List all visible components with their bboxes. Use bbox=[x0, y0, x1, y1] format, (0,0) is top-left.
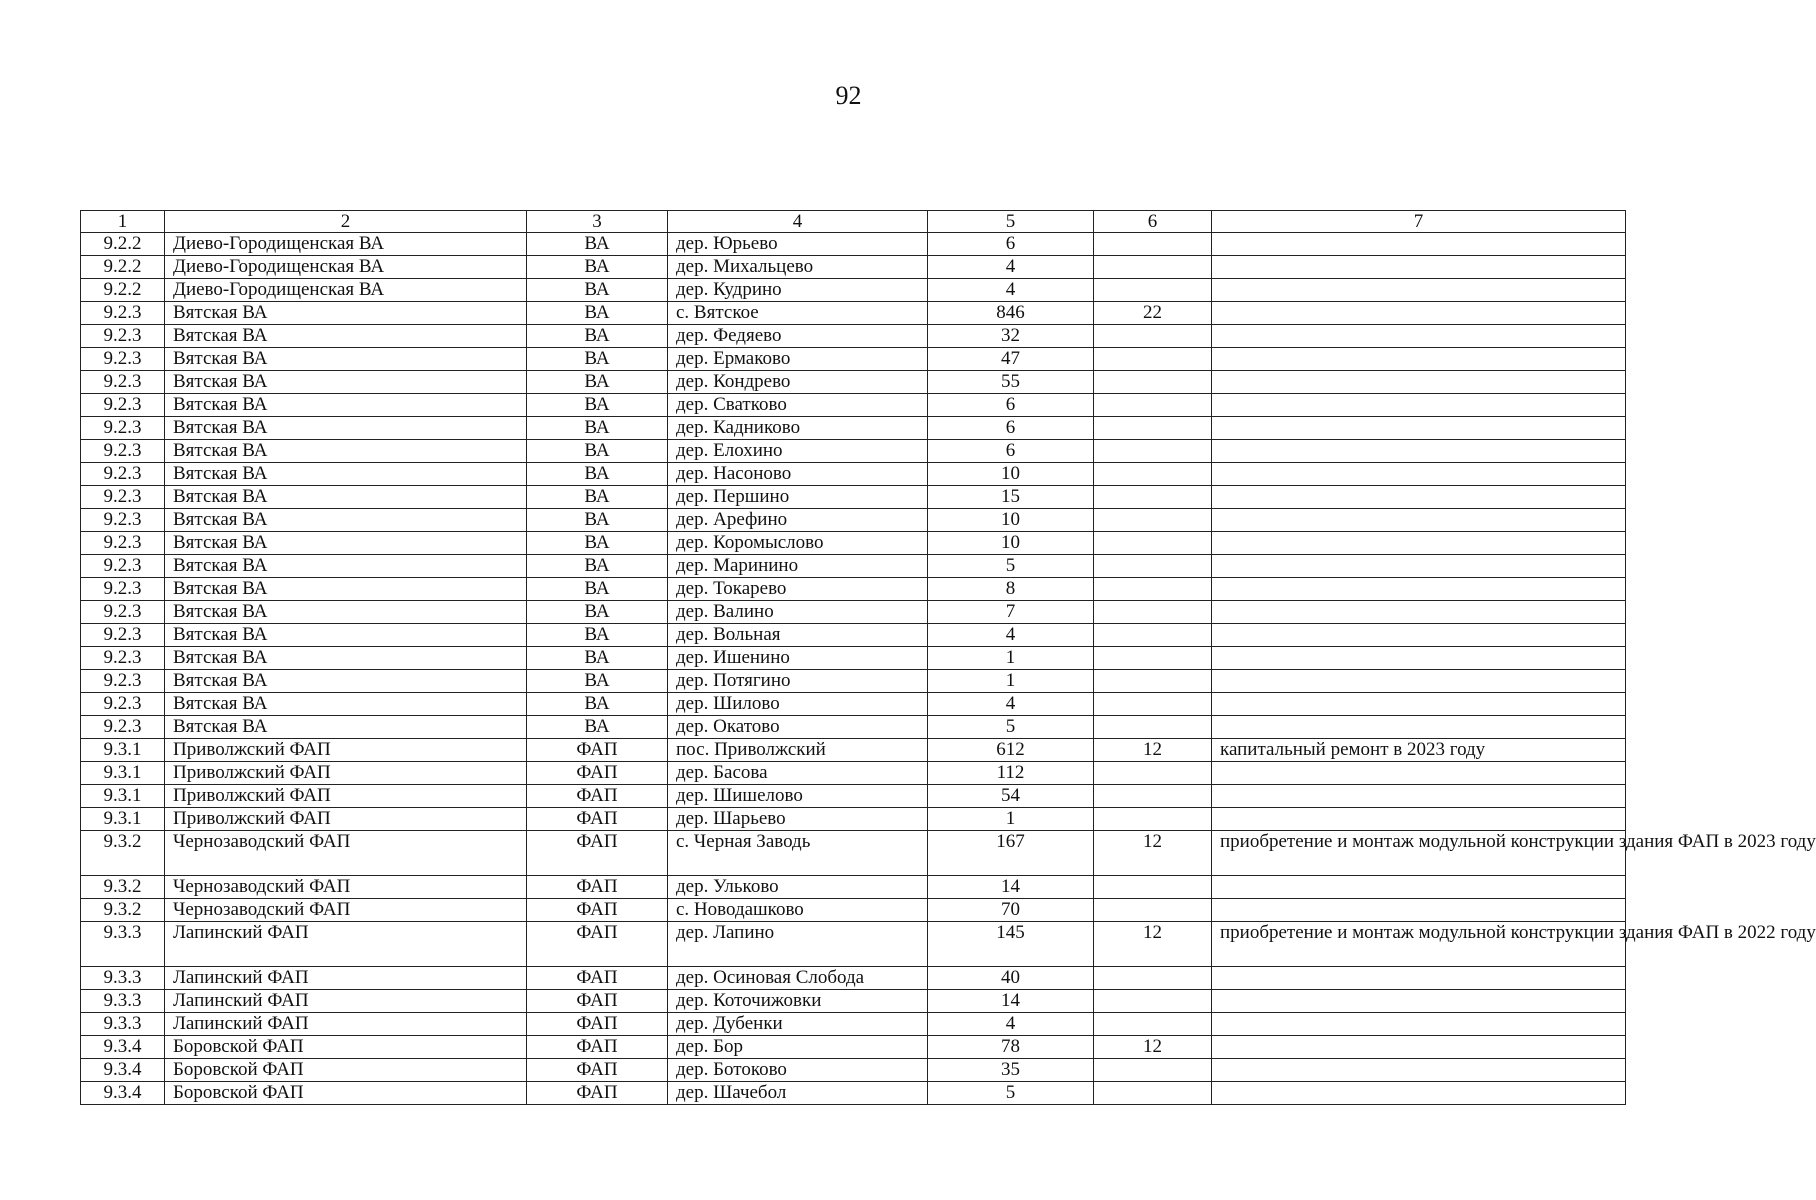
distance-cell bbox=[1094, 1013, 1212, 1036]
table-row bbox=[81, 555, 1626, 578]
settlement-cell: дер. Шишелово bbox=[668, 785, 928, 808]
distance-cell bbox=[1094, 1059, 1212, 1082]
population-cell: 15 bbox=[928, 486, 1094, 509]
note-cell bbox=[1212, 876, 1626, 899]
settlement-cell: дер. Коромыслово bbox=[668, 532, 928, 555]
population-cell: 6 bbox=[928, 417, 1094, 440]
type-cell: ФАП bbox=[527, 1059, 668, 1082]
distance-cell bbox=[1094, 394, 1212, 417]
item-number-cell: 9.3.3 bbox=[81, 1013, 165, 1036]
distance-cell bbox=[1094, 808, 1212, 831]
distance-cell bbox=[1094, 1082, 1212, 1105]
item-number-cell: 9.3.4 bbox=[81, 1036, 165, 1059]
population-cell: 47 bbox=[928, 348, 1094, 371]
note-cell bbox=[1212, 716, 1626, 739]
table-row bbox=[81, 578, 1626, 601]
institution-cell: Вятская ВА bbox=[165, 325, 527, 348]
table-row bbox=[81, 785, 1626, 808]
population-cell: 6 bbox=[928, 440, 1094, 463]
distance-cell bbox=[1094, 899, 1212, 922]
institution-cell: Вятская ВА bbox=[165, 371, 527, 394]
settlement-cell: пос. Приволжский bbox=[668, 739, 928, 762]
settlement-cell: дер. Лапино bbox=[668, 922, 928, 967]
population-cell: 55 bbox=[928, 371, 1094, 394]
institution-cell: Вятская ВА bbox=[165, 440, 527, 463]
institution-cell: Диево-Городищенская ВА bbox=[165, 279, 527, 302]
table-row bbox=[81, 762, 1626, 785]
institution-cell: Лапинский ФАП bbox=[165, 990, 527, 1013]
population-cell: 10 bbox=[928, 532, 1094, 555]
item-number-cell: 9.3.1 bbox=[81, 739, 165, 762]
note-cell bbox=[1212, 348, 1626, 371]
distance-cell bbox=[1094, 647, 1212, 670]
column-header: 4 bbox=[668, 211, 928, 233]
distance-cell bbox=[1094, 348, 1212, 371]
institution-cell: Вятская ВА bbox=[165, 670, 527, 693]
item-number-cell: 9.2.3 bbox=[81, 693, 165, 716]
settlement-cell: дер. Бор bbox=[668, 1036, 928, 1059]
table-row bbox=[81, 1013, 1626, 1036]
note-cell bbox=[1212, 808, 1626, 831]
note-cell bbox=[1212, 371, 1626, 394]
table-row bbox=[81, 417, 1626, 440]
settlement-cell: дер. Шачебол bbox=[668, 1082, 928, 1105]
table-row bbox=[81, 279, 1626, 302]
distance-cell bbox=[1094, 670, 1212, 693]
distance-cell bbox=[1094, 693, 1212, 716]
type-cell: ВА bbox=[527, 555, 668, 578]
item-number-cell: 9.2.3 bbox=[81, 302, 165, 325]
note-cell bbox=[1212, 417, 1626, 440]
distance-cell bbox=[1094, 256, 1212, 279]
population-cell: 5 bbox=[928, 716, 1094, 739]
distance-cell bbox=[1094, 325, 1212, 348]
settlement-cell: дер. Насоново bbox=[668, 463, 928, 486]
note-cell bbox=[1212, 647, 1626, 670]
note-cell bbox=[1212, 693, 1626, 716]
table-row bbox=[81, 624, 1626, 647]
table-row bbox=[81, 693, 1626, 716]
note-cell bbox=[1212, 1059, 1626, 1082]
table-row bbox=[81, 371, 1626, 394]
type-cell: ВА bbox=[527, 348, 668, 371]
settlement-cell: дер. Кондрево bbox=[668, 371, 928, 394]
item-number-cell: 9.2.3 bbox=[81, 394, 165, 417]
settlement-cell: дер. Сватково bbox=[668, 394, 928, 417]
institution-cell: Вятская ВА bbox=[165, 509, 527, 532]
population-cell: 6 bbox=[928, 394, 1094, 417]
item-number-cell: 9.2.3 bbox=[81, 463, 165, 486]
settlement-cell: дер. Кудрино bbox=[668, 279, 928, 302]
item-number-cell: 9.3.1 bbox=[81, 785, 165, 808]
institution-cell: Приволжский ФАП bbox=[165, 762, 527, 785]
table-row bbox=[81, 967, 1626, 990]
settlements-table bbox=[80, 210, 1816, 1105]
settlement-cell: дер. Ишенино bbox=[668, 647, 928, 670]
item-number-cell: 9.2.3 bbox=[81, 371, 165, 394]
table-row bbox=[81, 876, 1626, 899]
type-cell: ВА bbox=[527, 256, 668, 279]
type-cell: ФАП bbox=[527, 876, 668, 899]
type-cell: ФАП bbox=[527, 739, 668, 762]
distance-cell bbox=[1094, 486, 1212, 509]
population-cell: 5 bbox=[928, 1082, 1094, 1105]
column-header: 6 bbox=[1094, 211, 1212, 233]
settlement-cell: дер. Ботоково bbox=[668, 1059, 928, 1082]
note-cell bbox=[1212, 463, 1626, 486]
column-header: 1 bbox=[81, 211, 165, 233]
population-cell: 78 bbox=[928, 1036, 1094, 1059]
item-number-cell: 9.2.3 bbox=[81, 417, 165, 440]
item-number-cell: 9.2.3 bbox=[81, 647, 165, 670]
distance-cell bbox=[1094, 578, 1212, 601]
distance-cell bbox=[1094, 990, 1212, 1013]
column-header: 3 bbox=[527, 211, 668, 233]
distance-cell bbox=[1094, 371, 1212, 394]
column-header: 5 bbox=[928, 211, 1094, 233]
table-row bbox=[81, 348, 1626, 371]
distance-cell bbox=[1094, 440, 1212, 463]
column-header: 7 bbox=[1212, 211, 1626, 233]
item-number-cell: 9.2.3 bbox=[81, 670, 165, 693]
institution-cell: Приволжский ФАП bbox=[165, 785, 527, 808]
note-cell bbox=[1212, 762, 1626, 785]
population-cell: 14 bbox=[928, 876, 1094, 899]
table-body bbox=[81, 233, 1816, 1105]
population-cell: 4 bbox=[928, 279, 1094, 302]
table-row bbox=[81, 325, 1626, 348]
type-cell: ФАП bbox=[527, 1082, 668, 1105]
distance-cell bbox=[1094, 876, 1212, 899]
item-number-cell: 9.3.3 bbox=[81, 990, 165, 1013]
institution-cell: Вятская ВА bbox=[165, 647, 527, 670]
institution-cell: Вятская ВА bbox=[165, 348, 527, 371]
population-cell: 40 bbox=[928, 967, 1094, 990]
institution-cell: Вятская ВА bbox=[165, 532, 527, 555]
population-cell: 4 bbox=[928, 1013, 1094, 1036]
settlement-cell: дер. Вольная bbox=[668, 624, 928, 647]
type-cell: ВА bbox=[527, 624, 668, 647]
table-row bbox=[81, 463, 1626, 486]
population-cell: 846 bbox=[928, 302, 1094, 325]
settlement-cell: дер. Окатово bbox=[668, 716, 928, 739]
population-cell: 5 bbox=[928, 555, 1094, 578]
institution-cell: Диево-Городищенская ВА bbox=[165, 233, 527, 256]
population-cell: 4 bbox=[928, 624, 1094, 647]
note-cell bbox=[1212, 1013, 1626, 1036]
population-cell: 4 bbox=[928, 256, 1094, 279]
note-cell bbox=[1212, 394, 1626, 417]
institution-cell: Чернозаводский ФАП bbox=[165, 899, 527, 922]
item-number-cell: 9.2.3 bbox=[81, 348, 165, 371]
table-row bbox=[81, 1082, 1626, 1105]
institution-cell: Диево-Городищенская ВА bbox=[165, 256, 527, 279]
distance-cell bbox=[1094, 967, 1212, 990]
distance-cell bbox=[1094, 509, 1212, 532]
settlement-cell: дер. Шарьево bbox=[668, 808, 928, 831]
population-cell: 70 bbox=[928, 899, 1094, 922]
type-cell: ВА bbox=[527, 670, 668, 693]
population-cell: 8 bbox=[928, 578, 1094, 601]
note-cell bbox=[1212, 233, 1626, 256]
type-cell: ФАП bbox=[527, 1036, 668, 1059]
note-cell bbox=[1212, 624, 1626, 647]
distance-cell bbox=[1094, 555, 1212, 578]
population-cell: 612 bbox=[928, 739, 1094, 762]
table-row bbox=[81, 256, 1626, 279]
item-number-cell: 9.3.4 bbox=[81, 1082, 165, 1105]
item-number-cell: 9.3.1 bbox=[81, 762, 165, 785]
type-cell: ВА bbox=[527, 325, 668, 348]
item-number-cell: 9.2.3 bbox=[81, 624, 165, 647]
table-row bbox=[81, 990, 1626, 1013]
institution-cell: Лапинский ФАП bbox=[165, 1013, 527, 1036]
settlement-cell: дер. Коточижовки bbox=[668, 990, 928, 1013]
distance-cell bbox=[1094, 233, 1212, 256]
type-cell: ВА bbox=[527, 417, 668, 440]
type-cell: ФАП bbox=[527, 762, 668, 785]
type-cell: ФАП bbox=[527, 967, 668, 990]
table-row bbox=[81, 394, 1626, 417]
item-number-cell: 9.2.3 bbox=[81, 578, 165, 601]
settlement-cell: дер. Токарево bbox=[668, 578, 928, 601]
institution-cell: Вятская ВА bbox=[165, 463, 527, 486]
type-cell: ВА bbox=[527, 486, 668, 509]
header-row bbox=[81, 211, 1626, 233]
population-cell: 167 bbox=[928, 831, 1094, 876]
population-cell: 112 bbox=[928, 762, 1094, 785]
note-cell bbox=[1212, 670, 1626, 693]
table-row bbox=[81, 233, 1626, 256]
table-row bbox=[81, 440, 1626, 463]
note-cell bbox=[1212, 555, 1626, 578]
note-cell bbox=[1212, 1082, 1626, 1105]
note-cell bbox=[1212, 509, 1626, 532]
item-number-cell: 9.2.3 bbox=[81, 555, 165, 578]
item-number-cell: 9.2.2 bbox=[81, 279, 165, 302]
item-number-cell: 9.2.3 bbox=[81, 601, 165, 624]
type-cell: ВА bbox=[527, 302, 668, 325]
population-cell: 35 bbox=[928, 1059, 1094, 1082]
type-cell: ФАП bbox=[527, 1013, 668, 1036]
settlement-cell: дер. Юрьево bbox=[668, 233, 928, 256]
item-number-cell: 9.3.3 bbox=[81, 967, 165, 990]
institution-cell: Вятская ВА bbox=[165, 578, 527, 601]
population-cell: 1 bbox=[928, 808, 1094, 831]
settlement-cell: дер. Ульково bbox=[668, 876, 928, 899]
type-cell: ВА bbox=[527, 532, 668, 555]
note-cell bbox=[1212, 785, 1626, 808]
type-cell: ФАП bbox=[527, 808, 668, 831]
table-row bbox=[81, 486, 1626, 509]
settlement-cell: дер. Кадниково bbox=[668, 417, 928, 440]
item-number-cell: 9.2.3 bbox=[81, 509, 165, 532]
distance-cell bbox=[1094, 624, 1212, 647]
distance-cell bbox=[1094, 463, 1212, 486]
settlement-cell: дер. Маринино bbox=[668, 555, 928, 578]
item-number-cell: 9.2.2 bbox=[81, 233, 165, 256]
population-cell: 10 bbox=[928, 463, 1094, 486]
note-cell bbox=[1212, 532, 1626, 555]
note-cell bbox=[1212, 440, 1626, 463]
population-cell: 1 bbox=[928, 670, 1094, 693]
population-cell: 14 bbox=[928, 990, 1094, 1013]
type-cell: ВА bbox=[527, 279, 668, 302]
institution-cell: Вятская ВА bbox=[165, 394, 527, 417]
note-cell bbox=[1212, 601, 1626, 624]
item-number-cell: 9.2.2 bbox=[81, 256, 165, 279]
note-cell bbox=[1212, 256, 1626, 279]
settlement-cell: дер. Елохино bbox=[668, 440, 928, 463]
institution-cell: Лапинский ФАП bbox=[165, 922, 527, 967]
distance-cell bbox=[1094, 762, 1212, 785]
type-cell: ВА bbox=[527, 440, 668, 463]
institution-cell: Вятская ВА bbox=[165, 486, 527, 509]
type-cell: ФАП bbox=[527, 990, 668, 1013]
distance-cell: 12 bbox=[1094, 739, 1212, 762]
institution-cell: Боровской ФАП bbox=[165, 1059, 527, 1082]
distance-cell bbox=[1094, 716, 1212, 739]
page-number: 92 bbox=[835, 81, 862, 110]
type-cell: ФАП bbox=[527, 899, 668, 922]
type-cell: ВА bbox=[527, 647, 668, 670]
settlement-cell: дер. Михальцево bbox=[668, 256, 928, 279]
type-cell: ВА bbox=[527, 509, 668, 532]
population-cell: 4 bbox=[928, 693, 1094, 716]
note-cell bbox=[1212, 279, 1626, 302]
type-cell: ВА bbox=[527, 601, 668, 624]
note-cell bbox=[1212, 325, 1626, 348]
note-cell: капитальный ремонт в 2023 году bbox=[1212, 739, 1626, 762]
type-cell: ВА bbox=[527, 693, 668, 716]
settlement-cell: дер. Валино bbox=[668, 601, 928, 624]
institution-cell: Лапинский ФАП bbox=[165, 967, 527, 990]
distance-cell bbox=[1094, 785, 1212, 808]
table-row bbox=[81, 899, 1626, 922]
settlement-cell: с. Черная Заводь bbox=[668, 831, 928, 876]
settlement-cell: дер. Арефино bbox=[668, 509, 928, 532]
institution-cell: Вятская ВА bbox=[165, 601, 527, 624]
item-number-cell: 9.3.3 bbox=[81, 922, 165, 967]
population-cell: 1 bbox=[928, 647, 1094, 670]
table-row bbox=[81, 509, 1626, 532]
note-cell: приобретение и монтаж модульной конструкции здания ФАП в 2023 году bbox=[1212, 831, 1626, 876]
type-cell: ВА bbox=[527, 463, 668, 486]
type-cell: ВА bbox=[527, 394, 668, 417]
settlement-cell: с. Вятское bbox=[668, 302, 928, 325]
item-number-cell: 9.2.3 bbox=[81, 486, 165, 509]
item-number-cell: 9.2.3 bbox=[81, 325, 165, 348]
institution-cell: Приволжский ФАП bbox=[165, 739, 527, 762]
table-row bbox=[81, 1059, 1626, 1082]
institution-cell: Чернозаводский ФАП bbox=[165, 876, 527, 899]
item-number-cell: 9.3.1 bbox=[81, 808, 165, 831]
distance-cell bbox=[1094, 279, 1212, 302]
population-cell: 54 bbox=[928, 785, 1094, 808]
institution-cell: Боровской ФАП bbox=[165, 1036, 527, 1059]
distance-cell bbox=[1094, 601, 1212, 624]
item-number-cell: 9.3.2 bbox=[81, 876, 165, 899]
population-cell: 10 bbox=[928, 509, 1094, 532]
distance-cell: 22 bbox=[1094, 302, 1212, 325]
institution-cell: Вятская ВА bbox=[165, 417, 527, 440]
institution-cell: Вятская ВА bbox=[165, 693, 527, 716]
table-row bbox=[81, 601, 1626, 624]
item-number-cell: 9.3.2 bbox=[81, 831, 165, 876]
distance-cell: 12 bbox=[1094, 1036, 1212, 1059]
table-row bbox=[81, 922, 1626, 967]
settlement-cell: с. Новодашково bbox=[668, 899, 928, 922]
institution-cell: Вятская ВА bbox=[165, 555, 527, 578]
type-cell: ВА bbox=[527, 233, 668, 256]
distance-cell: 12 bbox=[1094, 831, 1212, 876]
settlement-cell: дер. Федяево bbox=[668, 325, 928, 348]
population-cell: 32 bbox=[928, 325, 1094, 348]
institution-cell: Вятская ВА bbox=[165, 624, 527, 647]
institution-cell: Боровской ФАП bbox=[165, 1082, 527, 1105]
population-cell: 145 bbox=[928, 922, 1094, 967]
table-row bbox=[81, 532, 1626, 555]
settlement-cell: дер. Шилово bbox=[668, 693, 928, 716]
settlement-cell: дер. Дубенки bbox=[668, 1013, 928, 1036]
column-header: 2 bbox=[165, 211, 527, 233]
item-number-cell: 9.3.2 bbox=[81, 899, 165, 922]
type-cell: ФАП bbox=[527, 785, 668, 808]
institution-cell: Чернозаводский ФАП bbox=[165, 831, 527, 876]
distance-cell: 12 bbox=[1094, 922, 1212, 967]
table-row bbox=[81, 831, 1626, 876]
settlement-cell: дер. Першино bbox=[668, 486, 928, 509]
table-row bbox=[81, 670, 1626, 693]
type-cell: ФАП bbox=[527, 831, 668, 876]
type-cell: ВА bbox=[527, 578, 668, 601]
type-cell: ВА bbox=[527, 371, 668, 394]
note-cell bbox=[1212, 990, 1626, 1013]
type-cell: ВА bbox=[527, 716, 668, 739]
distance-cell bbox=[1094, 532, 1212, 555]
settlement-cell: дер. Ермаково bbox=[668, 348, 928, 371]
settlement-cell: дер. Осиновая Слобода bbox=[668, 967, 928, 990]
institution-cell: Вятская ВА bbox=[165, 716, 527, 739]
item-number-cell: 9.2.3 bbox=[81, 440, 165, 463]
note-cell bbox=[1212, 302, 1626, 325]
settlement-cell: дер. Басова bbox=[668, 762, 928, 785]
note-cell bbox=[1212, 578, 1626, 601]
table-row bbox=[81, 302, 1626, 325]
table-row bbox=[81, 647, 1626, 670]
note-cell bbox=[1212, 1036, 1626, 1059]
note-cell: приобретение и монтаж модульной конструкции здания ФАП в 2022 году bbox=[1212, 922, 1626, 967]
type-cell: ФАП bbox=[527, 922, 668, 967]
item-number-cell: 9.2.3 bbox=[81, 532, 165, 555]
table-row bbox=[81, 716, 1626, 739]
table-row bbox=[81, 1036, 1626, 1059]
item-number-cell: 9.2.3 bbox=[81, 716, 165, 739]
settlement-cell: дер. Потягино bbox=[668, 670, 928, 693]
note-cell bbox=[1212, 486, 1626, 509]
table-row bbox=[81, 808, 1626, 831]
item-number-cell: 9.3.4 bbox=[81, 1059, 165, 1082]
institution-cell: Вятская ВА bbox=[165, 302, 527, 325]
note-cell bbox=[1212, 899, 1626, 922]
table-row bbox=[81, 739, 1626, 762]
note-cell bbox=[1212, 967, 1626, 990]
distance-cell bbox=[1094, 417, 1212, 440]
institution-cell: Приволжский ФАП bbox=[165, 808, 527, 831]
population-cell: 6 bbox=[928, 233, 1094, 256]
population-cell: 7 bbox=[928, 601, 1094, 624]
